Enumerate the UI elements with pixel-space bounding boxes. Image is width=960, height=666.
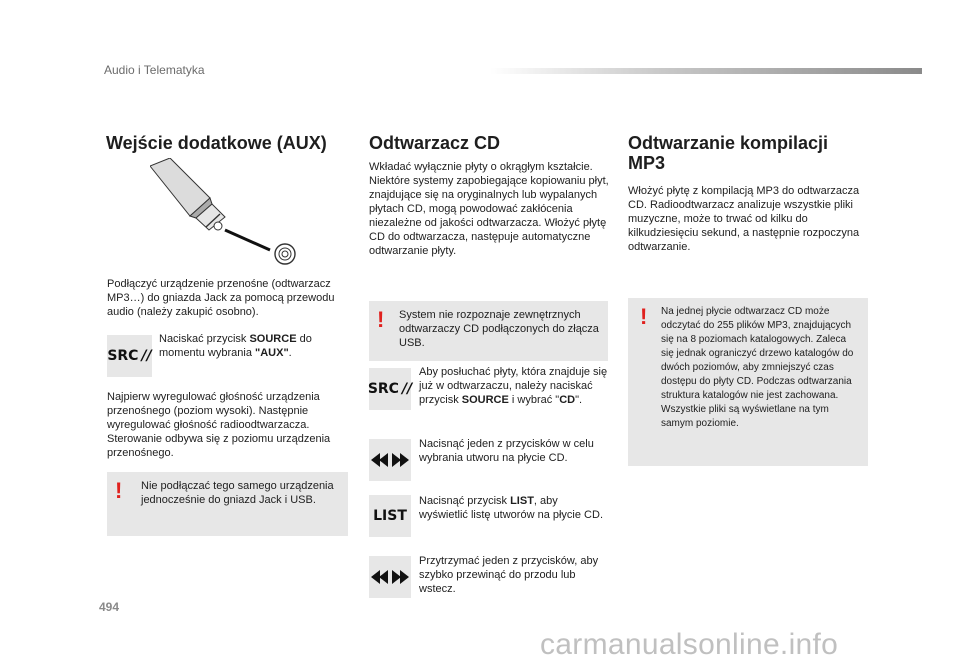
aux-warning-text: Nie podłączać tego samego urządzenia jednocześnie do gniazd Jack i USB. bbox=[141, 480, 334, 506]
cd-step-select-track: Nacisnąć jeden z przycisków w celu wybrania utworu na płycie CD. bbox=[419, 438, 594, 464]
src-button[interactable] bbox=[107, 335, 152, 377]
rewind-forward-icon bbox=[371, 452, 409, 468]
rewind-forward-icon bbox=[371, 569, 409, 585]
cd-warning-box bbox=[369, 301, 608, 361]
cd-warning-text: System nie rozpoznaje zewnętrznych odtwarzaczy CD podłączonych do złącza USB. bbox=[399, 309, 599, 349]
cd-step-list: Nacisnąć przycisk LIST, aby wyświetlić listę utworów na płycie CD. bbox=[419, 495, 603, 521]
src-slash-icon: // bbox=[401, 381, 413, 397]
mp3-warning-text: Na jednej płycie odtwarzacz CD może odczytać do 255 plików MP3, znajdujących się na 8 poziomach katalogowych. Zaleca się jednak ograniczyć drzewo katalogów do dwóch poziomów, aby zmniejszyć czas dostępu do płyty CD. Podczas odtwarzania struktura katalogów nie jest zachowana. Wszystkie pliki są wyświetlane na tym samym poziomie. bbox=[661, 306, 854, 429]
mp3-paragraph: Włożyć płytę z kompilacją MP3 do odtwarzacza CD. Radioodtwarzacz analizuje wszystkie pliki muzyczne, może to trwać od kilku do kilkudziesięciu sekund, a następnie rozpoczyna odtwarzanie. bbox=[628, 185, 860, 253]
section-title: Audio i Telematyka bbox=[104, 63, 205, 77]
aux-paragraph-connect: Podłączyć urządzenie przenośne (odtwarzacz MP3…) do gniazda Jack za pomocą przewodu audio (należy zakupić osobno). bbox=[107, 278, 335, 318]
src-button-label: SRC bbox=[367, 381, 399, 397]
jack-plug-illustration bbox=[150, 158, 300, 268]
mp3-heading: Odtwarzanie kompilacji MP3 bbox=[628, 133, 829, 173]
warning-icon: ! bbox=[377, 307, 385, 332]
aux-heading: Wejście dodatkowe (AUX) bbox=[106, 133, 327, 153]
prev-next-buttons[interactable] bbox=[369, 439, 411, 481]
warning-icon: ! bbox=[640, 304, 648, 329]
src-button-label: SRC bbox=[107, 348, 139, 364]
page-number: 494 bbox=[99, 600, 120, 614]
aux-step-source: Naciskać przycisk SOURCE do momentu wybrania "AUX". bbox=[159, 333, 312, 359]
list-button-label: LIST bbox=[373, 508, 407, 524]
watermark: carmanualsonline.info bbox=[540, 628, 839, 661]
cd-heading: Odtwarzacz CD bbox=[369, 133, 501, 153]
aux-paragraph-volume: Najpierw wyregulować głośność urządzenia przenośnego (poziom wysoki). Następnie wyregulować głośność radioodtwarzacza. Sterowanie odbywa się z poziomu urządzenia przenośnego. bbox=[107, 391, 331, 459]
fast-forward-rewind-buttons[interactable] bbox=[369, 556, 411, 598]
cd-step-source: Aby posłuchać płyty, która znajduje się już w odtwarzaczu, należy naciskać przycisk SOURCE i wybrać "CD". bbox=[419, 366, 608, 406]
mp3-warning-box bbox=[628, 298, 868, 466]
header-gradient-bar bbox=[490, 68, 922, 74]
cd-step-fast-scroll: Przytrzymać jeden z przycisków, aby szybko przewinąć do przodu lub wstecz. bbox=[419, 555, 599, 595]
aux-warning-box bbox=[107, 472, 348, 536]
list-button[interactable] bbox=[369, 495, 411, 537]
src-button[interactable] bbox=[369, 368, 411, 410]
cd-paragraph: Wkładać wyłącznie płyty o okrągłym kształcie. Niektóre systemy zapobiegające kopiowaniu płyt, znajdujące się na oryginalnych lub wypalanych płytach CD, mogą powodować zakłócenia niezależne od jakości odtwarzacza. Włożyć płytę CD do odtwarzacza, następuje automatyczne odtwarzanie płyty. bbox=[369, 161, 609, 257]
warning-icon: ! bbox=[115, 478, 123, 503]
src-slash-icon: // bbox=[141, 348, 152, 364]
